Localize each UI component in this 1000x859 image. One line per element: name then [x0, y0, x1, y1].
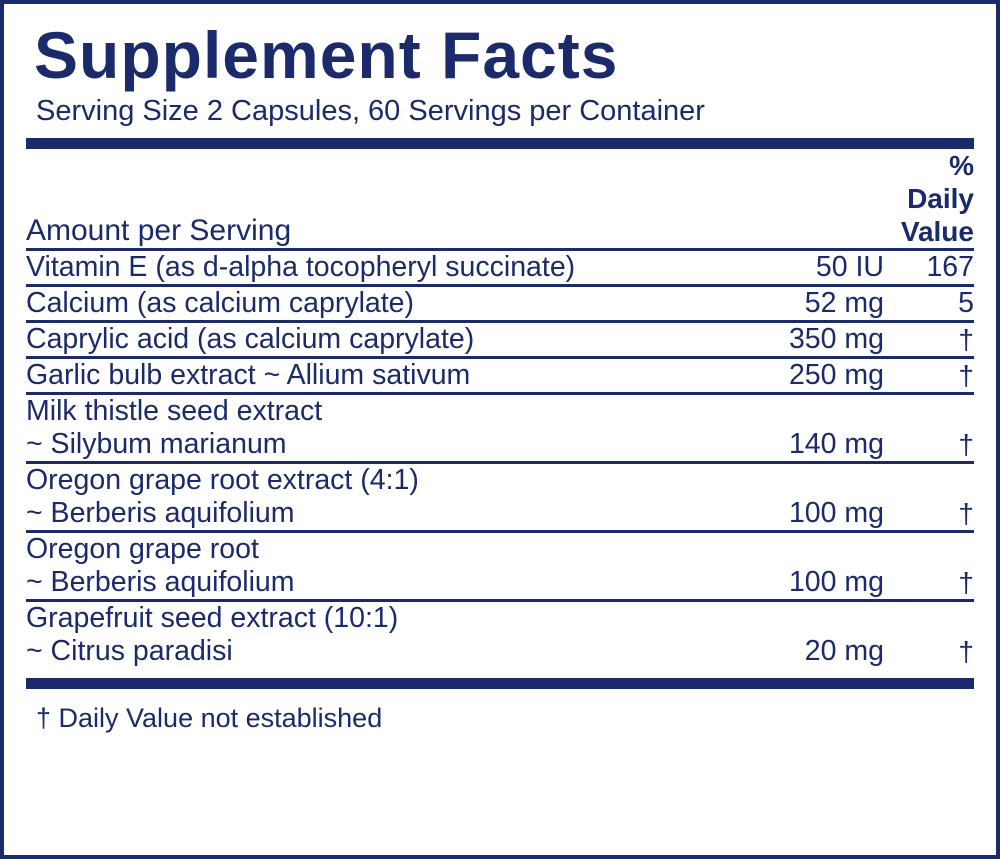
amount-per-serving-header: Amount per Serving: [26, 214, 292, 248]
nutrient-daily-value: †: [958, 498, 974, 530]
nutrient-daily-value-spacer: [884, 463, 974, 498]
nutrient-amount-spacer: [734, 532, 884, 567]
nutrient-name: Oregon grape root extract (4:1): [26, 463, 734, 498]
amount-header-spacer: [734, 149, 884, 250]
table-row: [26, 532, 974, 567]
table-row: [26, 394, 974, 429]
nutrient-daily-value: 5: [884, 286, 974, 322]
table-row: [26, 286, 974, 322]
nutrient-amount: 250 mg: [734, 358, 884, 394]
nutrient-daily-value: †: [958, 429, 974, 461]
table-row: [26, 322, 974, 358]
nutrient-name: Calcium (as calcium caprylate): [26, 286, 734, 322]
nutrient-name: Grapefruit seed extract (10:1): [26, 601, 734, 636]
nutrient-daily-value: 167: [884, 250, 974, 286]
nutrient-amount: 350 mg: [734, 322, 884, 358]
nutrient-amount-spacer: [734, 394, 884, 429]
nutrient-amount-spacer: [734, 601, 884, 636]
nutrient-amount: 100 mg: [788, 566, 884, 599]
nutrient-amount: 50 IU: [734, 250, 884, 286]
nutrient-subname: ~ Citrus paradisi: [26, 635, 233, 668]
table-row: [26, 250, 974, 286]
nutrient-subname: ~ Silybum marianum: [26, 428, 287, 461]
table-header-row: [26, 149, 974, 250]
nutrient-amount: 20 mg: [804, 635, 884, 668]
nutrition-table: [26, 149, 974, 668]
nutrient-daily-value-spacer: [884, 394, 974, 429]
header-divider-thick: [26, 138, 974, 149]
nutrient-amount-spacer: [734, 463, 884, 498]
nutrient-daily-value: †: [884, 358, 974, 394]
daily-value-header: [884, 149, 974, 250]
nutrient-subname: ~ Berberis aquifolium: [26, 497, 295, 530]
table-row: [26, 463, 974, 498]
nutrient-subname: ~ Berberis aquifolium: [26, 566, 295, 599]
nutrient-name: Milk thistle seed extract: [26, 394, 734, 429]
nutrient-amount: 140 mg: [788, 428, 884, 461]
daily-value-header-line1: % Daily: [907, 150, 974, 215]
table-row-continuation: [26, 566, 974, 601]
nutrient-daily-value: †: [958, 636, 974, 668]
footnote-text: † Daily Value not established: [36, 703, 383, 734]
table-row: [26, 358, 974, 394]
nutrient-daily-value-spacer: [884, 532, 974, 567]
nutrient-daily-value: †: [958, 567, 974, 599]
serving-size-text: Serving Size 2 Capsules, 60 Servings per Container: [36, 95, 705, 128]
table-row: [26, 601, 974, 636]
footer-divider-thick: [26, 678, 974, 689]
nutrient-daily-value: †: [884, 322, 974, 358]
nutrient-name: Caprylic acid (as calcium caprylate): [26, 322, 734, 358]
table-row-continuation: [26, 497, 974, 532]
nutrient-amount: 52 mg: [734, 286, 884, 322]
table-row-continuation: [26, 428, 974, 463]
nutrient-name: Vitamin E (as d-alpha tocopheryl succinate): [26, 250, 734, 286]
nutrient-name: Garlic bulb extract ~ Allium sativum: [26, 358, 734, 394]
nutrient-daily-value-spacer: [884, 601, 974, 636]
nutrient-amount: 100 mg: [788, 497, 884, 530]
table-row-continuation: [26, 635, 974, 668]
page-title: Supplement Facts: [34, 18, 619, 92]
nutrient-name: Oregon grape root: [26, 532, 734, 567]
daily-value-header-line2: Value: [900, 216, 974, 248]
